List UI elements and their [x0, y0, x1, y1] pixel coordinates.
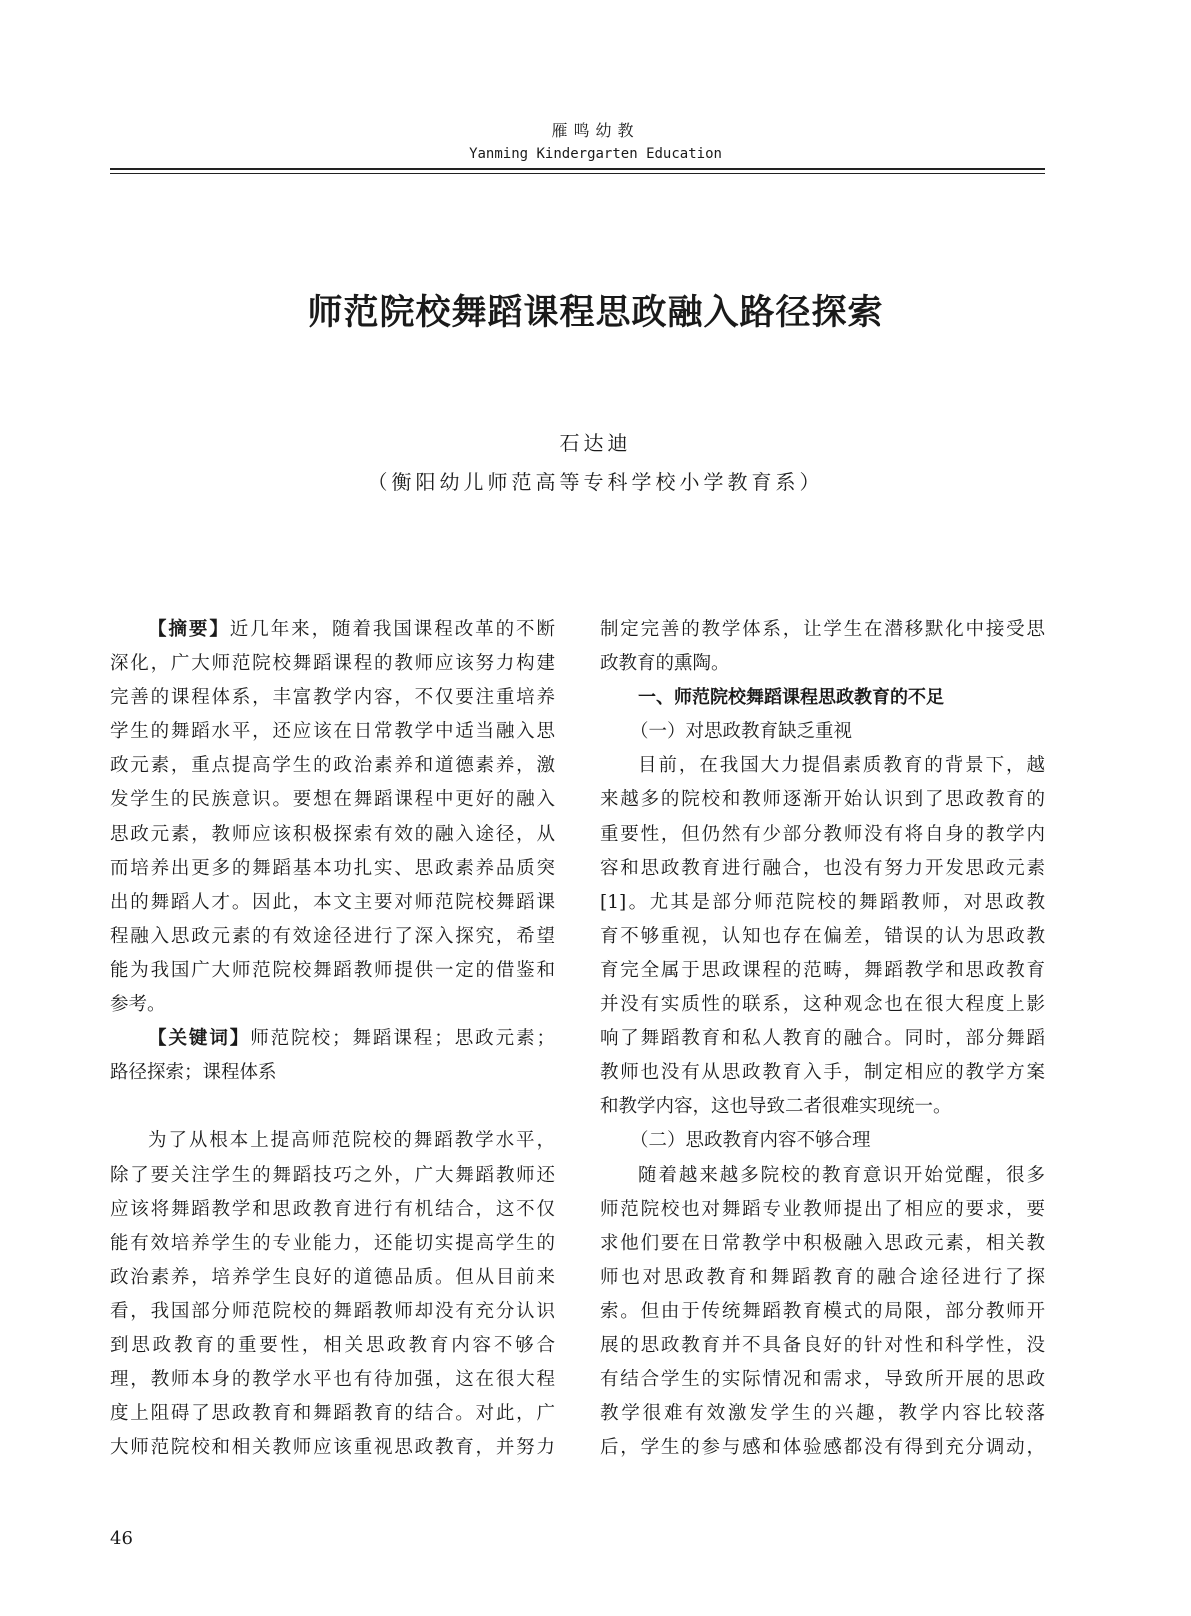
text-line: [600, 852, 1045, 886]
line-text: 思政元素，教师应该积极探索有效的融入途径，从: [110, 823, 555, 845]
text-line: [600, 1363, 1045, 1397]
line-text: 响了舞蹈教育和私人教育的融合。同时，部分舞蹈: [600, 1028, 1045, 1050]
right-column: [600, 613, 1045, 1465]
line-text: 应该将舞蹈教学和思政教育进行有机结合，这不仅: [110, 1198, 555, 1220]
text-line: [110, 783, 555, 817]
line-text: 教学很难有效激发学生的兴趣，教学内容比较落: [600, 1403, 1045, 1425]
line-text: 程融入思政元素的有效途径进行了深入探究，希望: [110, 925, 555, 947]
line-text: 随着越来越多院校的教育意识开始觉醒，很多: [638, 1164, 1045, 1186]
line-text: 目前，在我国大力提倡素质教育的背景下，越: [638, 755, 1045, 777]
line-text: 育不够重视，认知也存在偏差，错误的认为思政教: [600, 925, 1045, 947]
line-text: 师也对思政教育和舞蹈教育的融合途径进行了探: [600, 1266, 1045, 1288]
text-line: [110, 1363, 555, 1397]
article-title: 师范院校舞蹈课程思政融入路径探索: [307, 292, 884, 333]
line-text: 而培养出更多的舞蹈基本功扎实、思政素养品质突: [110, 857, 555, 879]
line-text: 大师范院校和相关教师应该重视思政教育，并努力: [110, 1437, 555, 1459]
line-text: 并没有实质性的联系，这种观念也在很大程度上影: [600, 994, 1045, 1016]
text-line: [110, 1227, 555, 1261]
line-text: （二）思政教育内容不够合理: [630, 1130, 871, 1152]
left-column: [110, 613, 555, 1465]
line-text: 看，我国部分师范院校的舞蹈教师却没有充分认识: [110, 1300, 555, 1322]
text-line: [600, 1022, 1045, 1056]
text-line: [110, 681, 555, 715]
line-text: 教师也没有从思政教育入手，制定相应的教学方案: [600, 1062, 1045, 1084]
line-text: 除了要关注学生的舞蹈技巧之外，广大舞蹈教师还: [110, 1164, 555, 1186]
page-number: 46: [110, 1528, 133, 1549]
line-text: 展的思政教育并不具备良好的针对性和科学性，没: [600, 1334, 1045, 1356]
text-line: [110, 1329, 555, 1363]
line-text: 到思政教育的重要性，相关思政教育内容不够合: [110, 1334, 555, 1356]
text-line: [110, 749, 555, 783]
line-text: 路径探索；课程体系: [110, 1062, 277, 1084]
line-text: 重要性，但仍然有少部分教师没有将自身的教学内: [600, 823, 1045, 845]
text-line: [600, 886, 1045, 920]
text-line: [110, 954, 555, 988]
line-text: 学生的舞蹈水平，还应该在日常教学中适当融入思: [110, 721, 555, 743]
section-heading: [600, 681, 1045, 715]
line-text: 一、师范院校舞蹈课程思政教育的不足: [638, 687, 944, 709]
author-name: 石达迪: [559, 431, 632, 455]
text-line: [600, 783, 1045, 817]
line-text: 深化，广大师范院校舞蹈课程的教师应该努力构建: [110, 653, 555, 675]
line-text: 后，学生的参与感和体验感都没有得到充分调动，: [600, 1437, 1045, 1459]
text-line: [600, 1329, 1045, 1363]
text-line: [600, 1090, 1045, 1124]
line-text: [1]。尤其是部分师范院校的舞蹈教师，对思政教: [600, 891, 1045, 913]
text-line: [110, 613, 555, 647]
text-line: [600, 647, 1045, 681]
text-line: [600, 988, 1045, 1022]
text-line: [600, 1295, 1045, 1329]
line-text: 育完全属于思政课程的范畴，舞蹈教学和思政教育: [600, 959, 1045, 981]
line-text: 为了从根本上提高师范院校的舞蹈教学水平，: [148, 1130, 555, 1152]
journal-name-en: Yanming Kindergarten Education: [469, 146, 722, 162]
line-text: 发学生的民族意识。要想在舞蹈课程中更好的融入: [110, 789, 555, 811]
line-text: 政元素，重点提高学生的政治素养和道德素养，激: [110, 755, 555, 777]
text-line: [110, 715, 555, 749]
line-text: 度上阻碍了思政教育和舞蹈教育的结合。对此，广: [110, 1403, 555, 1425]
line-text: 师范院校；舞蹈课程；思政元素；: [250, 1028, 555, 1050]
text-line: [110, 1261, 555, 1295]
line-text: 和教学内容，这也导致二者很难实现统一。: [600, 1096, 952, 1118]
paragraph-label: 【摘要】: [148, 619, 230, 640]
text-line: [110, 647, 555, 681]
line-text: 师范院校也对舞蹈专业教师提出了相应的要求，要: [600, 1198, 1045, 1220]
line-text: 有结合学生的实际情况和需求，导致所开展的思政: [600, 1369, 1045, 1391]
line-text: 政治素养，培养学生良好的道德品质。但从目前来: [110, 1266, 555, 1288]
text-line: [600, 1431, 1045, 1465]
line-text: 出的舞蹈人才。因此，本文主要对师范院校舞蹈课: [110, 891, 555, 913]
journal-name-cn: 雁鸣幼教: [551, 121, 640, 140]
text-line: [600, 1159, 1045, 1193]
text-line: [110, 1431, 555, 1465]
text-line: [110, 988, 555, 1022]
line-text: 能为我国广大师范院校舞蹈教师提供一定的借鉴和: [110, 959, 555, 981]
paragraph-label: 【关键词】: [148, 1028, 251, 1050]
line-text: 索。但由于传统舞蹈教育模式的局限，部分教师开: [600, 1300, 1045, 1322]
line-text: 容和思政教育进行融合，也没有努力开发思政元素: [600, 857, 1045, 879]
line-text: （一）对思政教育缺乏重视: [630, 721, 853, 743]
text-line: [600, 749, 1045, 783]
line-text: 能有效培养学生的专业能力，还能切实提高学生的: [110, 1232, 555, 1254]
text-line: [600, 1261, 1045, 1295]
text-line: [110, 1022, 555, 1056]
text-line: [110, 852, 555, 886]
author-affiliation: （衡阳幼儿师范高等专科学校小学教育系）: [367, 470, 824, 494]
text-line: [600, 1056, 1045, 1090]
text-line: [110, 1295, 555, 1329]
text-line: [600, 954, 1045, 988]
text-line: [110, 1397, 555, 1431]
line-text: 制定完善的教学体系，让学生在潜移默化中接受思: [600, 619, 1045, 640]
line-text: 近几年来，随着我国课程改革的不断: [229, 619, 555, 640]
text-line: [110, 818, 555, 852]
text-line: [600, 1193, 1045, 1227]
text-line: [600, 613, 1045, 647]
text-line: [110, 1193, 555, 1227]
text-line: [110, 1056, 555, 1090]
line-text: 政教育的熏陶。: [600, 653, 730, 675]
text-line: [110, 920, 555, 954]
text-line: [600, 818, 1045, 852]
line-text: 来越多的院校和教师逐渐开始认识到了思政教育的: [600, 789, 1045, 811]
text-line: [110, 1159, 555, 1193]
subsection-heading: [600, 715, 1045, 749]
text-line: [600, 1227, 1045, 1261]
line-text: 参考。: [110, 994, 166, 1016]
header-rule-thin: [110, 173, 1045, 174]
subsection-heading: [600, 1124, 1045, 1158]
text-line: [600, 920, 1045, 954]
line-text: 理，教师本身的教学水平也有待加强，这在很大程: [110, 1369, 555, 1391]
text-line: [110, 886, 555, 920]
text-line: [110, 1124, 555, 1158]
text-line: [600, 1397, 1045, 1431]
blank-line: [110, 1090, 555, 1124]
line-text: 完善的课程体系，丰富教学内容，不仅要注重培养: [110, 687, 555, 709]
header-rule-thick: [110, 168, 1045, 170]
line-text: 求他们要在日常教学中积极融入思政元素，相关教: [600, 1232, 1045, 1254]
